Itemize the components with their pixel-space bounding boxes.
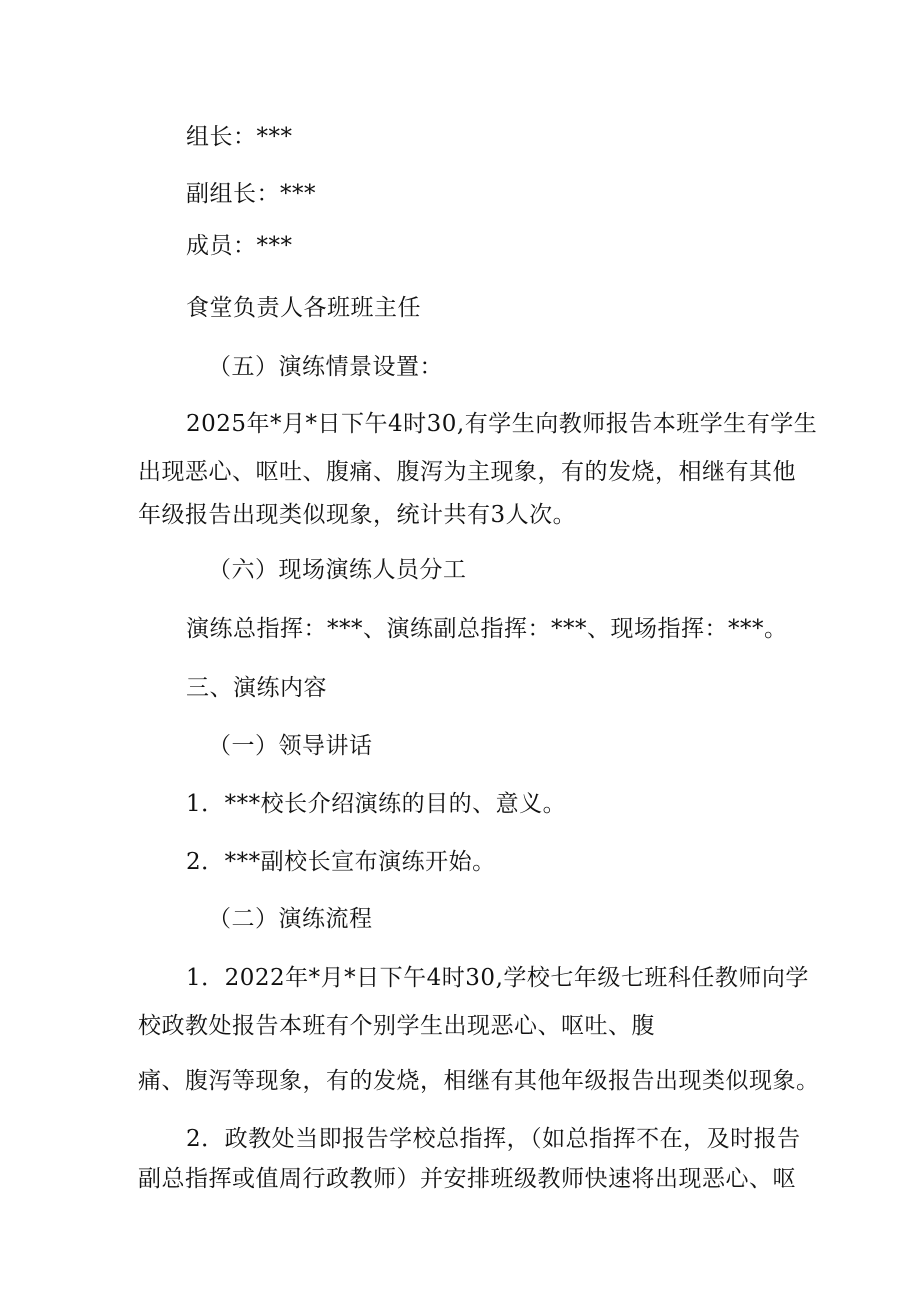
speech-item-1: 1．***校长介绍演练的目的、意义。: [186, 791, 567, 817]
section-process-heading: （二）演练流程: [208, 906, 373, 932]
process-item-2-line-2: 副总指挥或值周行政教师）并安排班级教师快速将出现恶心、呕: [138, 1166, 796, 1192]
leader-line: 组长：***: [186, 124, 293, 150]
process-item-1-line-2: 校政教处报告本班有个别学生出现恶心、呕吐、腹: [138, 1013, 655, 1039]
scenario-paragraph-line-2: 出现恶心、呕吐、腹痛、腹泻为主现象，有的发烧，相继有其他: [138, 459, 796, 485]
scenario-paragraph-line-1: 2025年*月*日下午4时30,有学生向教师报告本班学生有学生: [186, 411, 818, 437]
process-item-1-line-1: 1．2022年*月*日下午4时30,学校七年级七班科任教师向学: [186, 965, 809, 991]
section-speech-heading: （一）领导讲话: [208, 733, 373, 759]
members-detail-line: 食堂负责人各班班主任: [186, 295, 421, 321]
section-content-heading: 三、演练内容: [186, 675, 327, 701]
roles-line: 演练总指挥：***、演练副总指挥：***、现场指挥：***。: [186, 616, 788, 642]
members-line: 成员：***: [186, 233, 293, 259]
process-item-2-line-1: 2．政教处当即报告学校总指挥，（如总指挥不在，及时报告: [186, 1126, 801, 1152]
deputy-leader-line: 副组长：***: [186, 181, 316, 207]
section-scenario-heading: （五）演练情景设置：: [208, 354, 443, 380]
scenario-paragraph-line-3: 年级报告出现类似现象，统计共有3人次。: [138, 502, 577, 528]
section-roles-heading: （六）现场演练人员分工: [208, 557, 467, 583]
process-item-1-line-3: 痛、腹泻等现象，有的发烧，相继有其他年级报告出现类似现象。: [138, 1068, 820, 1094]
speech-item-2: 2．***副校长宣布演练开始。: [186, 849, 496, 875]
